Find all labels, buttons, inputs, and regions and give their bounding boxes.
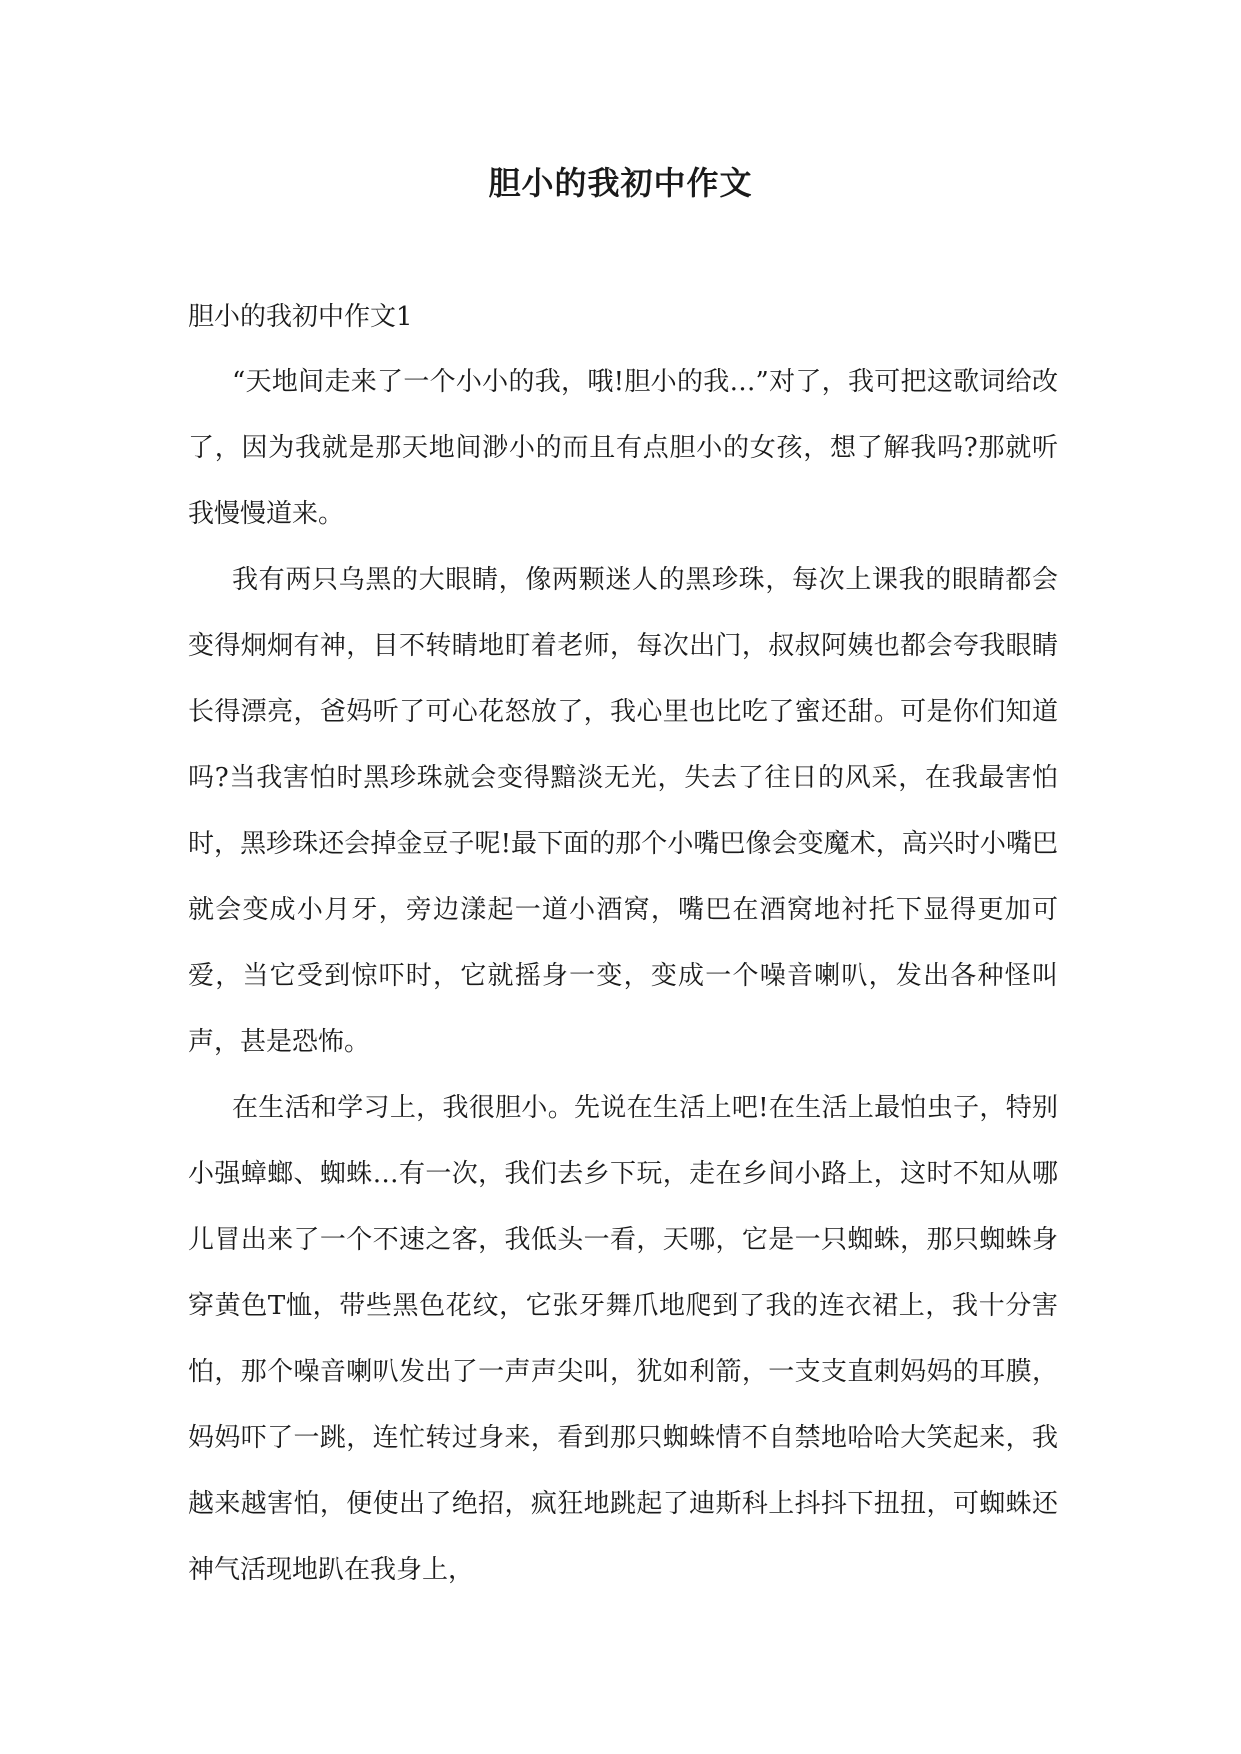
paragraph: 我有两只乌黑的大眼睛，像两颗迷人的黑珍珠，每次上课我的眼睛都会变得炯炯有神，目不转睛地盯着老师，每次出门，叔叔阿姨也都会夸我眼睛长得漂亮，爸妈听了可心花怒放了，我心里也比吃了蜜还甜。可是你们知道吗?当我害怕时黑珍珠就会变得黯淡无光，失去了往日的风采，在我最害怕时，黑珍珠还会掉金豆子呢!最下面的那个小嘴巴像会变魔术，高兴时小嘴巴就会变成小月牙，旁边漾起一道小酒窝，嘴巴在酒窝地衬托下显得更加可爱，当它受到惊吓时，它就摇身一变，变成一个噪音喇叭，发出各种怪叫声，甚是恐怖。 bbox=[188, 565, 1058, 1057]
document-body bbox=[188, 291, 1058, 1603]
section-heading: 胆小的我初中作文1 bbox=[188, 302, 413, 332]
paragraph: 在生活和学习上，我很胆小。先说在生活上吧!在生活上最怕虫子，特别小强蟑螂、蜘蛛…有一次，我们去乡下玩，走在乡间小路上，这时不知从哪儿冒出来了一个不速之客，我低头一看，天哪，它是一只蜘蛛，那只蜘蛛身穿黄色T恤，带些黑色花纹，它张牙舞爪地爬到了我的连衣裙上，我十分害怕，那个噪音喇叭发出了一声声尖叫，犹如利箭，一支支直刺妈妈的耳膜，妈妈吓了一跳，连忙转过身来，看到那只蜘蛛情不自禁地哈哈大笑起来，我越来越害怕，便使出了绝招，疯狂地跳起了迪斯科上抖抖下扭扭，可蜘蛛还神气活现地趴在我身上， bbox=[188, 1093, 1058, 1585]
document-title: 胆小的我初中作文 bbox=[488, 164, 753, 202]
paragraph: “天地间走来了一个小小的我，哦!胆小的我…”对了，我可把这歌词给改了，因为我就是那天地间渺小的而且有点胆小的女孩，想了解我吗?那就听我慢慢道来。 bbox=[188, 367, 1058, 529]
